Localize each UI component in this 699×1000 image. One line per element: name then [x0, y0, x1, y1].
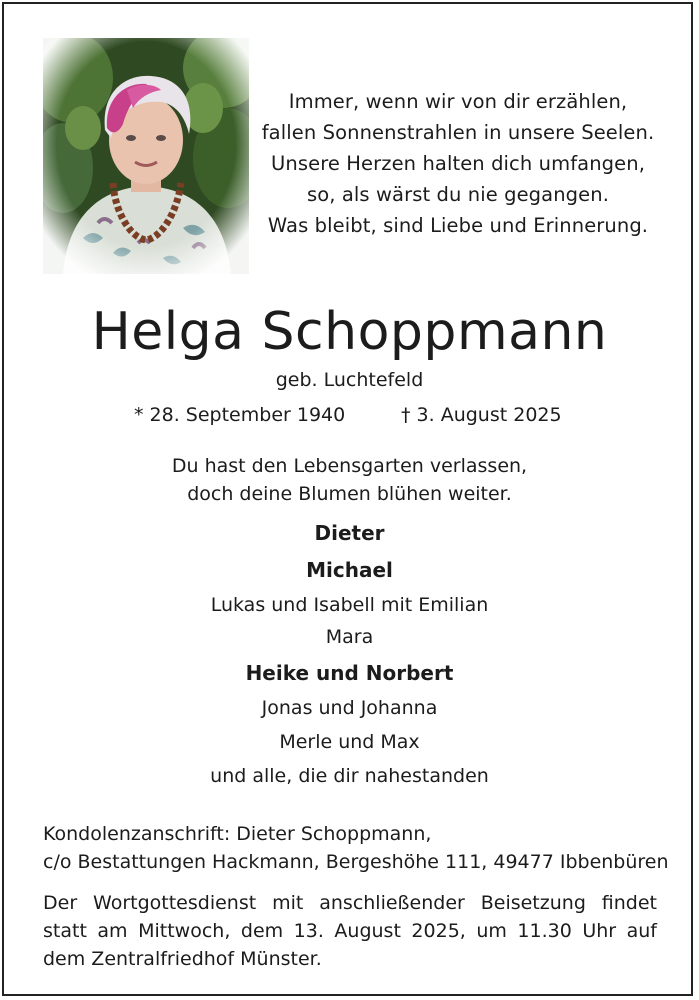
poem — [258, 86, 658, 241]
service-line: Der Wortgottesdienst mit anschließender Beisetzung findet — [43, 892, 657, 914]
quote-line: doch deine Blumen blühen weiter. — [187, 483, 512, 505]
mourners-closing: und alle, die dir nahestanden — [210, 765, 489, 787]
condolence-address — [43, 820, 669, 876]
mourner-name: Mara — [325, 626, 374, 648]
service-line: dem Zentralfriedhof Münster. — [43, 948, 322, 970]
service-line: statt am Mittwoch, dem 13. August 2025, um 11.30 Uhr auf — [43, 920, 657, 942]
mourner-name: Merle und Max — [279, 731, 420, 753]
death-date: † 3. August 2025 — [401, 404, 562, 426]
condolence-line: Kondolenzanschrift: Dieter Schoppmann, — [43, 823, 432, 845]
poem-line: Unsere Herzen halten dich umfangen, — [271, 152, 645, 175]
funeral-service-notice — [43, 889, 657, 973]
poem-line: Was bleibt, sind Liebe und Erinnerung. — [267, 214, 649, 237]
portrait-photo — [43, 38, 249, 274]
mourner-name: Lukas und Isabell mit Emilian — [210, 594, 489, 616]
mourner-name: Dieter — [314, 521, 385, 545]
farewell-quote — [0, 452, 699, 508]
poem-line: Immer, wenn wir von dir erzählen, — [288, 90, 628, 113]
poem-line: so, als wärst du nie gegangen. — [306, 183, 610, 206]
deceased-name: Helga Schoppmann — [91, 302, 608, 362]
birth-date: * 28. September 1940 — [134, 404, 346, 426]
quote-line: Du hast den Lebensgarten verlassen, — [171, 455, 528, 477]
poem-line: fallen Sonnenstrahlen in unsere Seelen. — [261, 121, 655, 144]
mourner-name: Jonas und Johanna — [261, 697, 438, 719]
mourner-name: Heike und Norbert — [245, 661, 454, 685]
condolence-line: c/o Bestattungen Hackmann, Bergeshöhe 111, 49477 Ibbenbüren — [43, 851, 669, 873]
mourner-name: Michael — [306, 558, 393, 582]
birth-name: geb. Luchtefeld — [275, 369, 424, 391]
